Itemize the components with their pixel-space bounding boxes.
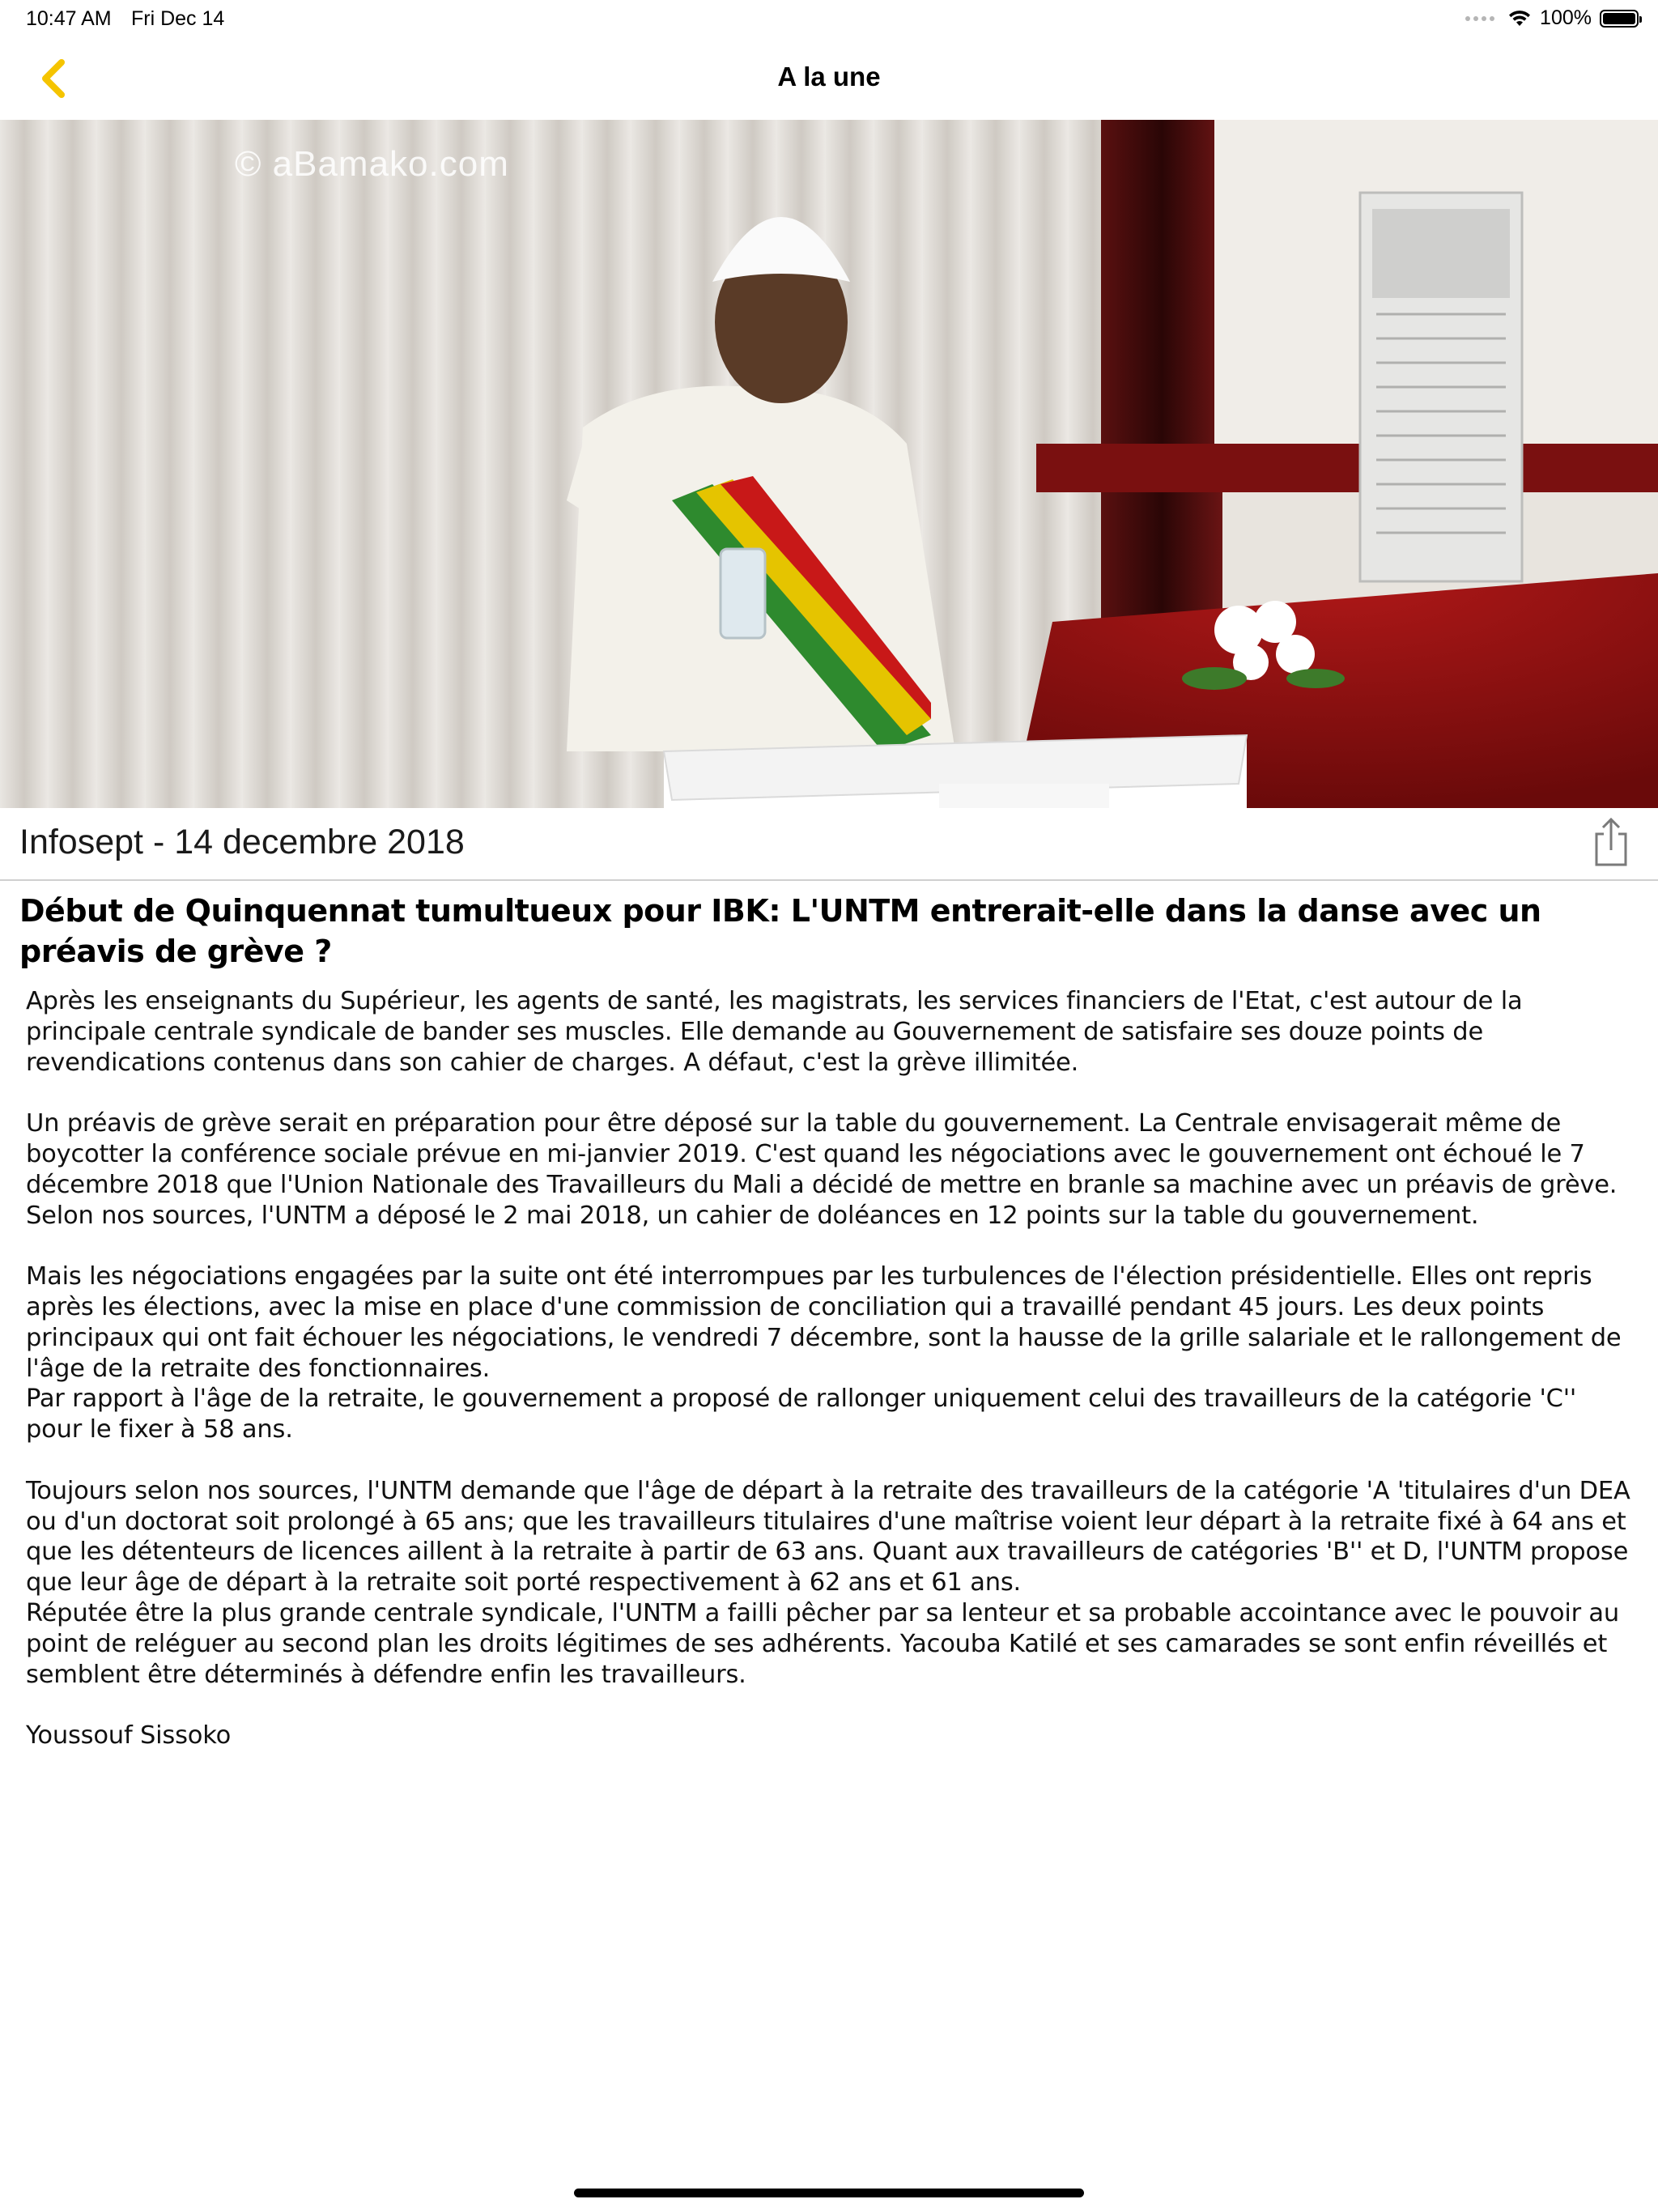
article-meta (0, 808, 1658, 881)
share-icon (1587, 816, 1635, 870)
image-watermark: © aBamako.com (235, 144, 509, 184)
article-headline: Début de Quinquennat tumultueux pour IBK: L'UNTM entrerait-elle dans la danse avec un préavis de grève ? (19, 893, 1541, 969)
article-source-date: Infosept - 14 decembre 2018 (19, 823, 465, 861)
article-body (26, 986, 1637, 1782)
status-time: 10:47 AM (26, 7, 112, 30)
page-title: A la une (777, 62, 881, 91)
article-paragraph: Réputée être la plus grande centrale syndicale, l'UNTM a failli pêcher par sa lenteur et sa probable accointance avec le pouvoir au point de reléguer au second plan les droits légitimes de ses adhérents. Yacouba Katilé et ses camarades se sont enfin réveillés et semblent être déterminés à défendre enfin les travailleurs. (26, 1598, 1620, 1689)
article-paragraph: Par rapport à l'âge de la retraite, le gouvernement a proposé de rallonger uniquement celui des travailleurs de la catégorie 'C'' pour le fixer à 58 ans. (26, 1385, 1577, 1444)
article-author: Youssouf Sissoko (26, 1721, 232, 1750)
battery-icon (1600, 10, 1639, 28)
home-indicator[interactable] (574, 2189, 1084, 2197)
navigation-bar (0, 39, 1658, 120)
status-date: Fri Dec 14 (131, 7, 225, 30)
article-image (0, 120, 1658, 808)
article-paragraph: Mais les négociations engagées par la suite ont été interrompues par les turbulences de l'élection présidentielle. Elles ont repris après les élections, avec la mise en place d'une commission de conciliation qui a travaillé pendant 45 jours. Les deux points principaux qui ont fait échouer les négociations, le vendredi 7 décembre, sont la hausse de la grille salariale et le rallongement de l'âge de la retraite des fonctionnaires. (26, 1262, 1622, 1383)
wifi-icon (1507, 10, 1532, 28)
status-indicators (1465, 6, 1639, 30)
battery-percent: 100% (1540, 6, 1592, 29)
share-button[interactable] (1587, 816, 1635, 870)
article-paragraph: Après les enseignants du Supérieur, les agents de santé, les magistrats, les services financiers de l'Etat, c'est autour de la principale centrale syndicale de bander ses muscles. Elle demande au Gouvernement de satisfaire ses douze points de revendications contenus dans son cahier de charges. A défaut, c'est la grève illimitée. (26, 987, 1523, 1077)
status-bar (0, 0, 1658, 39)
article-paragraph: Toujours selon nos sources, l'UNTM demande que l'âge de départ à la retraite des travailleurs de la catégorie 'A 'titulaires d'un DEA ou d'un doctorat soit prolongé à 65 ans; que les travailleurs titulaires d'une maîtrise voient leur départ à la retraite fixé à 64 ans et que les détenteurs de licences aillent à la retraite à partir de 63 ans. Quant aux travailleurs de catégories 'B'' et D, l'UNTM propose que leur âge de départ à la retraite soit porté respectivement à 62 ans et 61 ans. (26, 1476, 1630, 1597)
signal-icon (1465, 16, 1494, 21)
article-paragraph: Un préavis de grève serait en préparation pour être déposé sur la table du gouvernement. La Centrale envisagerait même de boycotter la conférence sociale prévue en mi-janvier 2019. C'est quand les négociations avec le gouvernement ont échoué le 7 décembre 2018 que l'Union Nationale des Travailleurs du Mali a décidé de mettre en branle sa machine avec un préavis de grève. Selon nos sources, l'UNTM a déposé le 2 mai 2018, un cahier de doléances en 12 points sur la table du gouvernement. (26, 1109, 1618, 1230)
